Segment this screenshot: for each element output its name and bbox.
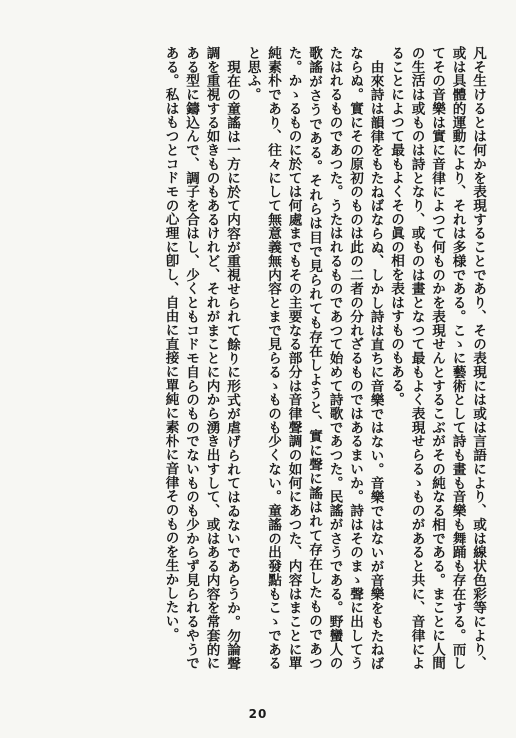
page-number: 20: [248, 707, 268, 721]
paragraph-2: 由來詩は韻律をもたねばならぬ、しかし詩は直ちに音樂ではない。音樂ではないが音樂をもたねばならぬ。實にその原初のものは此の二者の分れざるものではあるまいか。詩はそのまゝ聲に出してうたはれるものであつた。うたはれるものであつて始めて詩歌であつた。民謠がさうである。野蠻人の歌謠がさうである。それらは目で見られても存在しようと、實に聲に謠はれて存在したものであつた。かゝるものに於ては何處までもその主要なる部分は音律聲調の如何にあつた、内容はまことに單純素朴であり、往々にして無意義無内容とまで見らるゝものも少くない。童謠の出發點もこゝであると思ふ。: [244, 46, 384, 670]
paragraph-1: 凡そ生けるとは何かを表現することであり、その表現には或は言語により、或は線状色彩等により、或は具體的運動により、それは多様である。こゝに藝術として詩も畫も音樂も舞踊も存在する。而してその音樂は實に音律によつて何ものかを表現せんとするこぶがその純なる相である。まことに人間の生活は或ものは詩となり、或ものは畫となつて最もよく表現せらるゝものがあると共に、音律によることによつて最もよくその眞の相を表はすものもある。: [388, 46, 486, 670]
vertical-text-body: [26, 46, 488, 670]
paragraph-3: 現在の童謠は一方に於て内容が重視せられて餘りに形式が虐げられてはゐないであらうか。勿論聲調を重視する如きものもあるけれど、それがまことに内から湧き出すして、或はある内容を常套的にある型に鑄込んで、調子を合はし、少くともコドモ自らのものでないものも少からず見られるやうである。私はもつとコドモの心理に卽し、自由に直接に單純に素朴に音律そのものを生かしたい。: [162, 46, 240, 670]
